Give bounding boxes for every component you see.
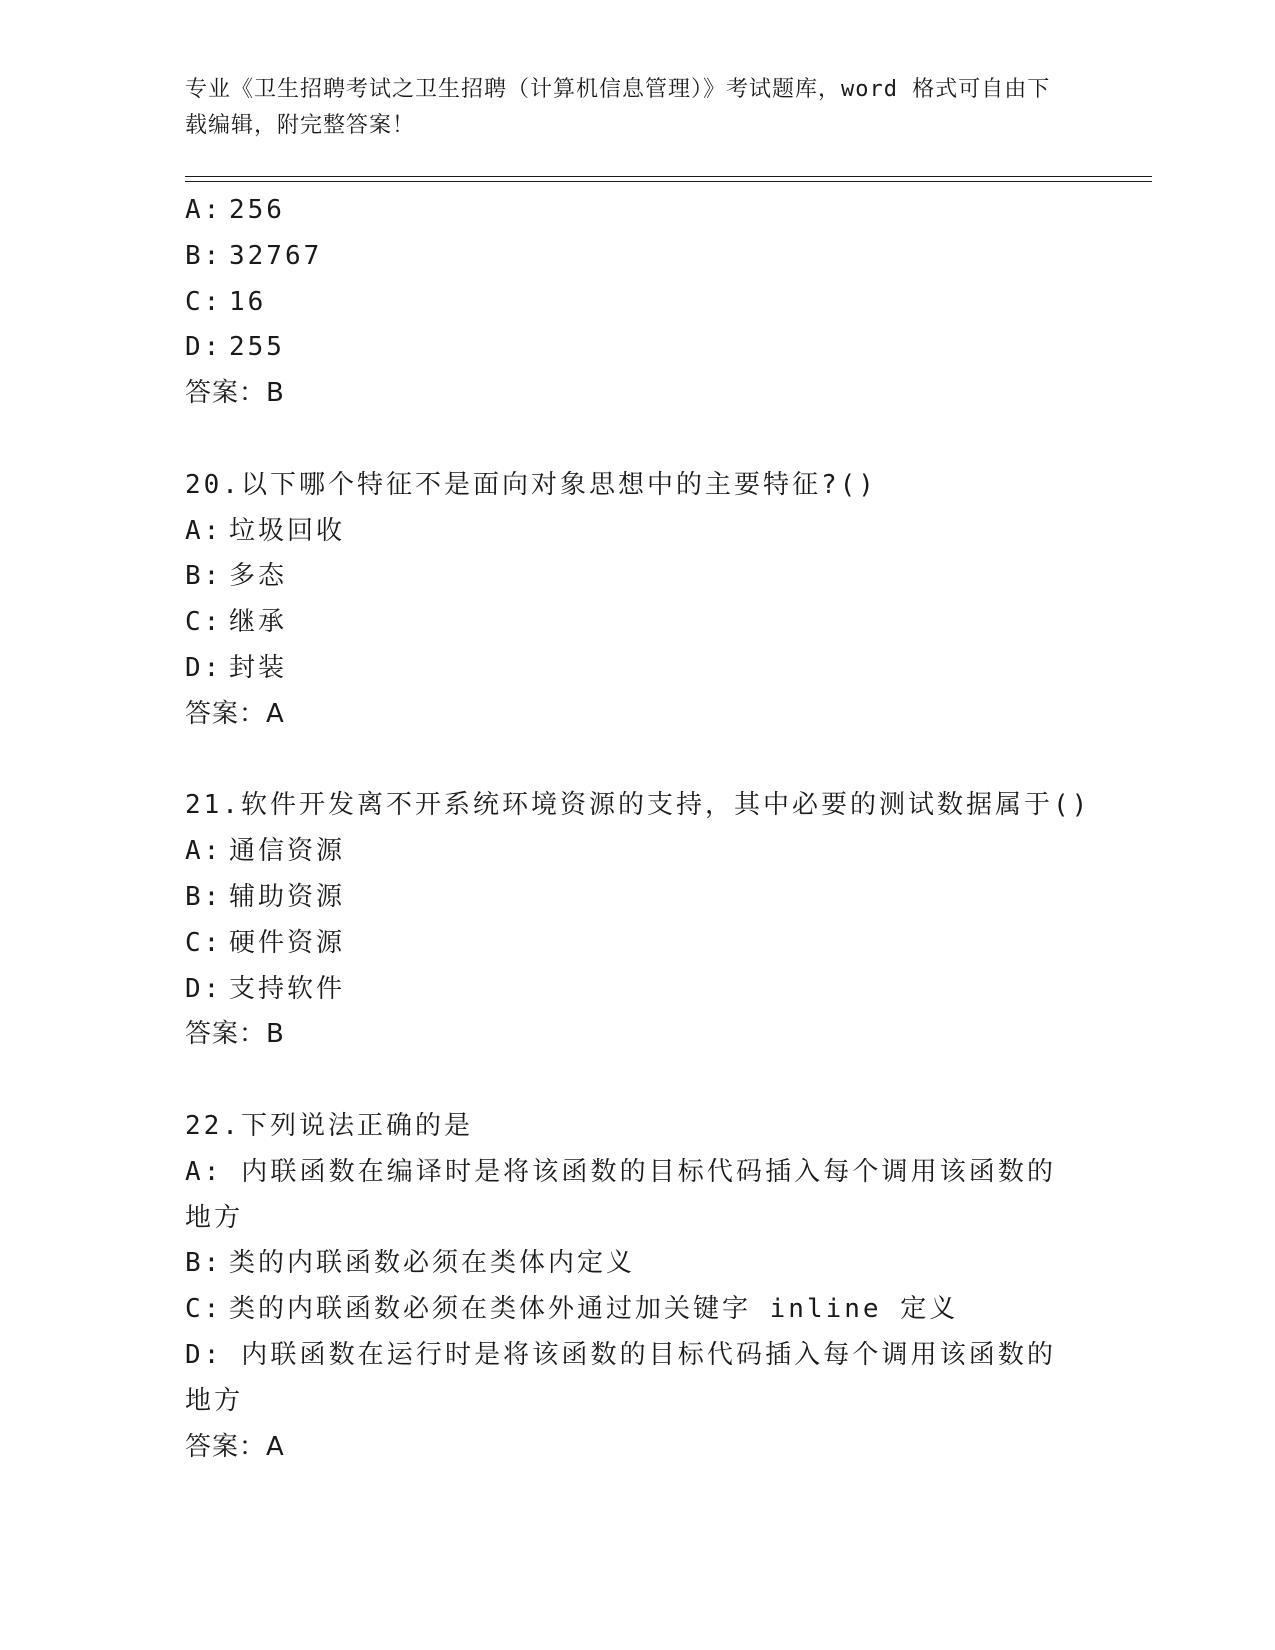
option-label: B: bbox=[185, 1248, 223, 1279]
question-21 bbox=[185, 783, 1091, 1058]
option-text: 多态 bbox=[229, 561, 288, 592]
option-text: 32767 bbox=[229, 240, 323, 271]
document-header: 专业《卫生招聘考试之卫生招聘（计算机信息管理）》考试题库，word 格式可自由下载编辑，附完整答案！ bbox=[185, 77, 1051, 138]
option-label: D: bbox=[185, 973, 223, 1004]
option-b bbox=[185, 1241, 1085, 1287]
option-label: A: bbox=[185, 515, 223, 546]
answer-line: 答案：A bbox=[185, 698, 285, 729]
option-d bbox=[185, 967, 1085, 1013]
option-c bbox=[185, 280, 1085, 326]
option-text: 垃圾回收 bbox=[229, 515, 346, 546]
answer-line: 答案：A bbox=[185, 1431, 285, 1462]
option-a bbox=[185, 188, 1085, 234]
option-label: B: bbox=[185, 561, 223, 592]
option-label: D: bbox=[185, 332, 223, 363]
option-c bbox=[185, 1287, 1085, 1333]
option-label: D: bbox=[185, 652, 223, 683]
question-22 bbox=[185, 1104, 1085, 1470]
option-text: 硬件资源 bbox=[229, 927, 346, 958]
option-text: 类的内联函数必须在类体外通过加关键字 inline 定义 bbox=[229, 1294, 959, 1325]
spacer bbox=[185, 738, 1085, 784]
option-text: 内联函数在编译时是将该函数的目标代码插入每个调用该函数的地方 bbox=[185, 1156, 1057, 1233]
question-list bbox=[185, 188, 1091, 1470]
option-c bbox=[185, 600, 1085, 646]
option-text: 256 bbox=[229, 195, 285, 225]
option-text: 封装 bbox=[229, 652, 288, 683]
option-d bbox=[185, 646, 1085, 692]
option-label: B: bbox=[185, 240, 223, 271]
header-rule-top bbox=[185, 176, 1152, 177]
option-label: C: bbox=[185, 1294, 223, 1325]
question-stem: 20.以下哪个特征不是面向对象思想中的主要特征?() bbox=[185, 469, 877, 500]
option-text: 类的内联函数必须在类体内定义 bbox=[229, 1248, 636, 1279]
option-label: B: bbox=[185, 881, 223, 912]
option-label: A: bbox=[185, 195, 223, 225]
question-stem: 22.下列说法正确的是 bbox=[185, 1110, 473, 1141]
option-c bbox=[185, 921, 1085, 967]
option-b bbox=[185, 875, 1085, 921]
option-text: 辅助资源 bbox=[229, 881, 346, 912]
option-text: 255 bbox=[229, 332, 285, 363]
option-label: C: bbox=[185, 286, 223, 317]
option-d bbox=[185, 1333, 1085, 1425]
option-text: 内联函数在运行时是将该函数的目标代码插入每个调用该函数的地方 bbox=[185, 1339, 1057, 1416]
question-20 bbox=[185, 463, 1085, 738]
option-a bbox=[185, 509, 1085, 555]
option-text: 16 bbox=[229, 286, 267, 317]
option-text: 通信资源 bbox=[229, 836, 346, 867]
option-label: A: bbox=[185, 1156, 223, 1187]
spacer bbox=[185, 417, 1085, 463]
option-b bbox=[185, 554, 1085, 600]
option-label: C: bbox=[185, 927, 223, 958]
question-19 bbox=[185, 188, 1085, 417]
answer-line: 答案：B bbox=[185, 1019, 285, 1050]
option-text: 支持软件 bbox=[229, 973, 346, 1004]
option-text: 继承 bbox=[229, 607, 288, 638]
option-d bbox=[185, 325, 1085, 371]
option-label: A: bbox=[185, 836, 223, 867]
answer-line: 答案：B bbox=[185, 378, 285, 409]
question-stem: 21.软件开发离不开系统环境资源的支持，其中必要的测试数据属于() bbox=[185, 790, 1091, 821]
option-b bbox=[185, 234, 1085, 280]
spacer bbox=[185, 1058, 1085, 1104]
header-rule-bottom bbox=[185, 181, 1152, 182]
option-a bbox=[185, 829, 1085, 875]
option-label: D: bbox=[185, 1339, 223, 1370]
option-label: C: bbox=[185, 607, 223, 638]
option-a bbox=[185, 1150, 1085, 1242]
